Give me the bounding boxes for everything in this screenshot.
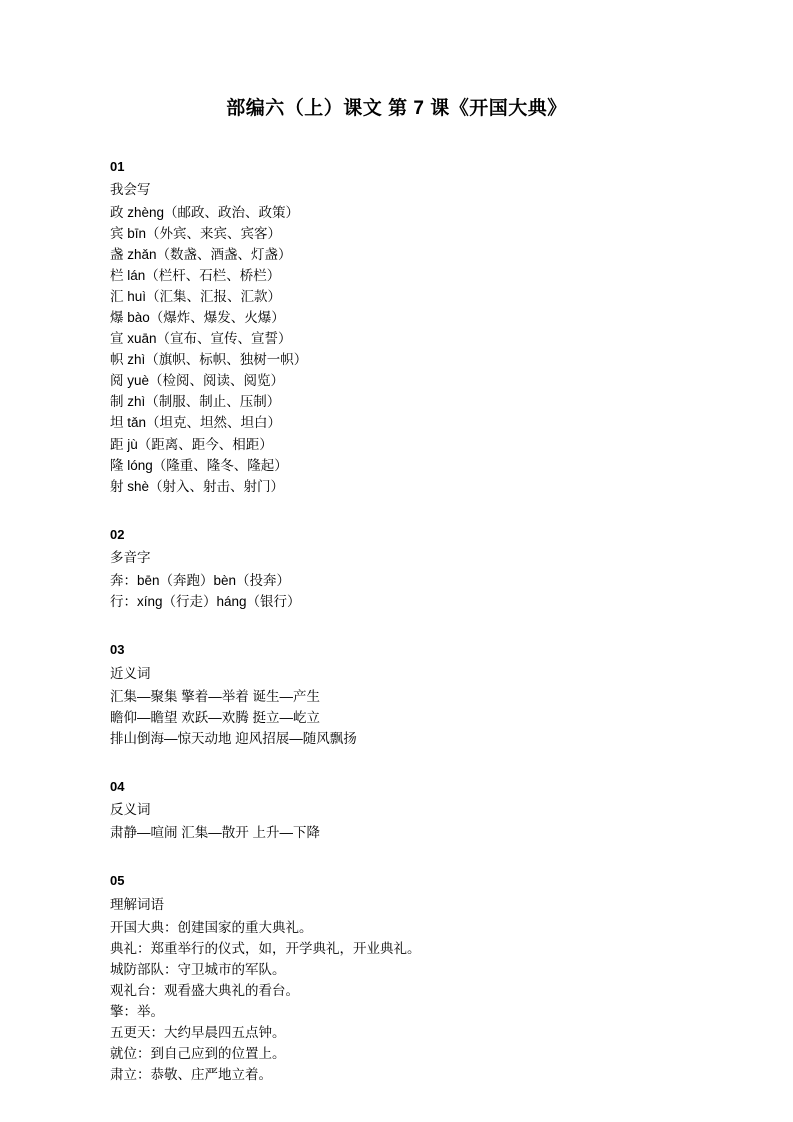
content-line: 栏 lán（栏杆、石栏、桥栏） bbox=[110, 268, 281, 284]
content-line: 制 zhì（制服、制止、压制） bbox=[110, 394, 281, 410]
section-heading: 多音字 bbox=[110, 550, 151, 566]
section-heading: 我会写 bbox=[110, 182, 151, 198]
section-number: 03 bbox=[110, 642, 125, 658]
section-spacer bbox=[110, 861, 683, 871]
section-number: 04 bbox=[110, 778, 125, 794]
content-line: 爆 bào（爆炸、爆发、火爆） bbox=[110, 310, 285, 326]
content-line: 政 zhèng（邮政、政治、政策） bbox=[110, 205, 300, 221]
content-line: 观礼台：观看盛大典礼的看台。 bbox=[110, 982, 299, 998]
content-line: 就位：到自己应到的位置上。 bbox=[110, 1045, 286, 1061]
content-line: 瞻仰—瞻望 欢跃—欢腾 挺立—屹立 bbox=[110, 709, 321, 725]
content-line: 射 shè（射入、射击、射门） bbox=[110, 478, 285, 494]
content-line: 奔：bēn（奔跑）bèn（投奔） bbox=[110, 573, 291, 589]
section-heading: 近义词 bbox=[110, 665, 151, 681]
content-line: 坦 tǎn（坦克、坦然、坦白） bbox=[110, 415, 282, 431]
section-spacer bbox=[110, 767, 683, 777]
section-03 bbox=[110, 640, 683, 749]
content-line: 典礼：郑重举行的仪式，如，开学典礼，开业典礼。 bbox=[110, 940, 421, 956]
section-05 bbox=[110, 871, 683, 1085]
content-line: 排山倒海—惊天动地 迎风招展—随风飘扬 bbox=[110, 730, 357, 746]
content-line: 宾 bīn（外宾、来宾、宾客） bbox=[110, 226, 282, 242]
content-line: 帜 zhì（旗帜、标帜、独树一帜） bbox=[110, 352, 308, 368]
content-line: 肃立：恭敬、庄严地立着。 bbox=[110, 1066, 272, 1082]
section-01 bbox=[110, 157, 683, 497]
content-line: 城防部队：守卫城市的军队。 bbox=[110, 961, 286, 977]
page-title: 部编六（上）课文 第 7 课《开国大典》 bbox=[226, 98, 567, 119]
content-line: 行：xíng（行走）háng（银行） bbox=[110, 594, 301, 610]
content-line: 肃静—喧闹 汇集—散开 上升—下降 bbox=[110, 825, 321, 841]
content-line: 隆 lóng（隆重、隆冬、隆起） bbox=[110, 457, 288, 473]
content-line: 盏 zhǎn（数盏、酒盏、灯盏） bbox=[110, 247, 292, 263]
content-line: 开国大典：创建国家的重大典礼。 bbox=[110, 919, 313, 935]
section-number: 02 bbox=[110, 526, 125, 542]
content-line: 汇 huì（汇集、汇报、汇款） bbox=[110, 289, 282, 305]
section-spacer bbox=[110, 630, 683, 640]
content-line: 阅 yuè（检阅、阅读、阅览） bbox=[110, 373, 285, 389]
section-heading: 理解词语 bbox=[110, 896, 164, 912]
section-02 bbox=[110, 525, 683, 613]
section-04 bbox=[110, 777, 683, 843]
section-number: 05 bbox=[110, 873, 125, 889]
section-heading: 反义词 bbox=[110, 802, 151, 818]
section-number: 01 bbox=[110, 158, 125, 174]
content-line: 擎：举。 bbox=[110, 1003, 164, 1019]
section-spacer bbox=[110, 515, 683, 525]
content-line: 五更天：大约早晨四五点钟。 bbox=[110, 1024, 286, 1040]
content-line: 宣 xuān（宣布、宣传、宣誓） bbox=[110, 331, 292, 347]
content-line: 距 jù（距离、距今、相距） bbox=[110, 436, 273, 452]
content-line: 汇集—聚集 擎着—举着 诞生—产生 bbox=[110, 688, 321, 704]
